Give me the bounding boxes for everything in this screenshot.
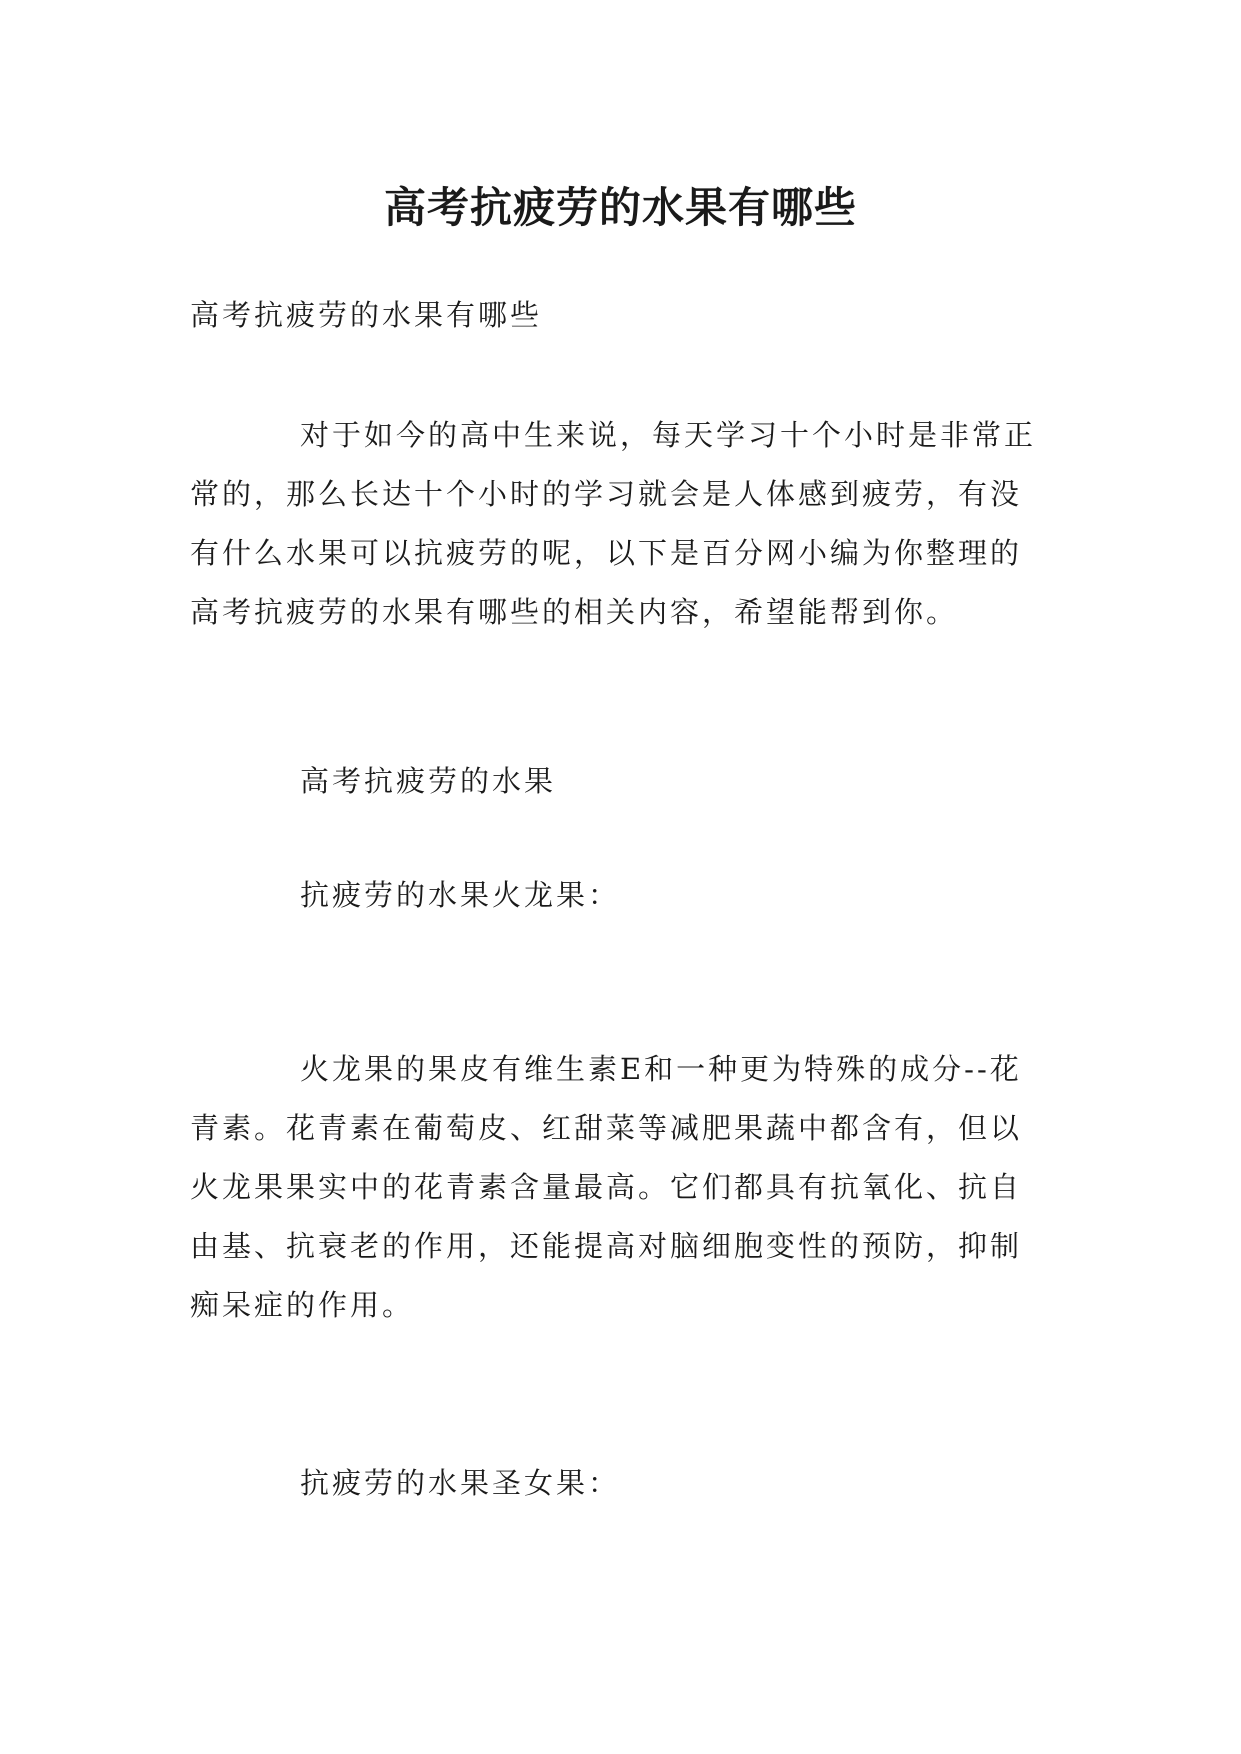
cherry-tomato-heading: 抗疲劳的水果圣女果： <box>300 1466 621 1500</box>
document-title: 高考抗疲劳的水果有哪些 <box>383 183 857 233</box>
dragon-fruit-heading: 抗疲劳的水果火龙果： <box>300 878 621 912</box>
dragon-fruit-paragraph: 火龙果的果皮有维生素E和一种更为特殊的成分--花青素。花青素在葡萄皮、红甜菜等减肥果蔬中都含有，但以火龙果果实中的花青素含量最高。它们都具有抗氧化、抗自由基、抗衰老的作用，还能提高对脑细胞变性的预防，抑制痴呆症的作用。 <box>190 1052 1023 1322</box>
section-heading: 高考抗疲劳的水果 <box>300 764 557 798</box>
intro-paragraph: 对于如今的高中生来说，每天学习十个小时是非常正常的，那么长达十个小时的学习就会是人体感到疲劳，有没有什么水果可以抗疲劳的呢，以下是百分网小编为你整理的高考抗疲劳的水果有哪些的相关内容，希望能帮到你。 <box>190 418 1037 629</box>
document-subtitle: 高考抗疲劳的水果有哪些 <box>190 298 543 332</box>
